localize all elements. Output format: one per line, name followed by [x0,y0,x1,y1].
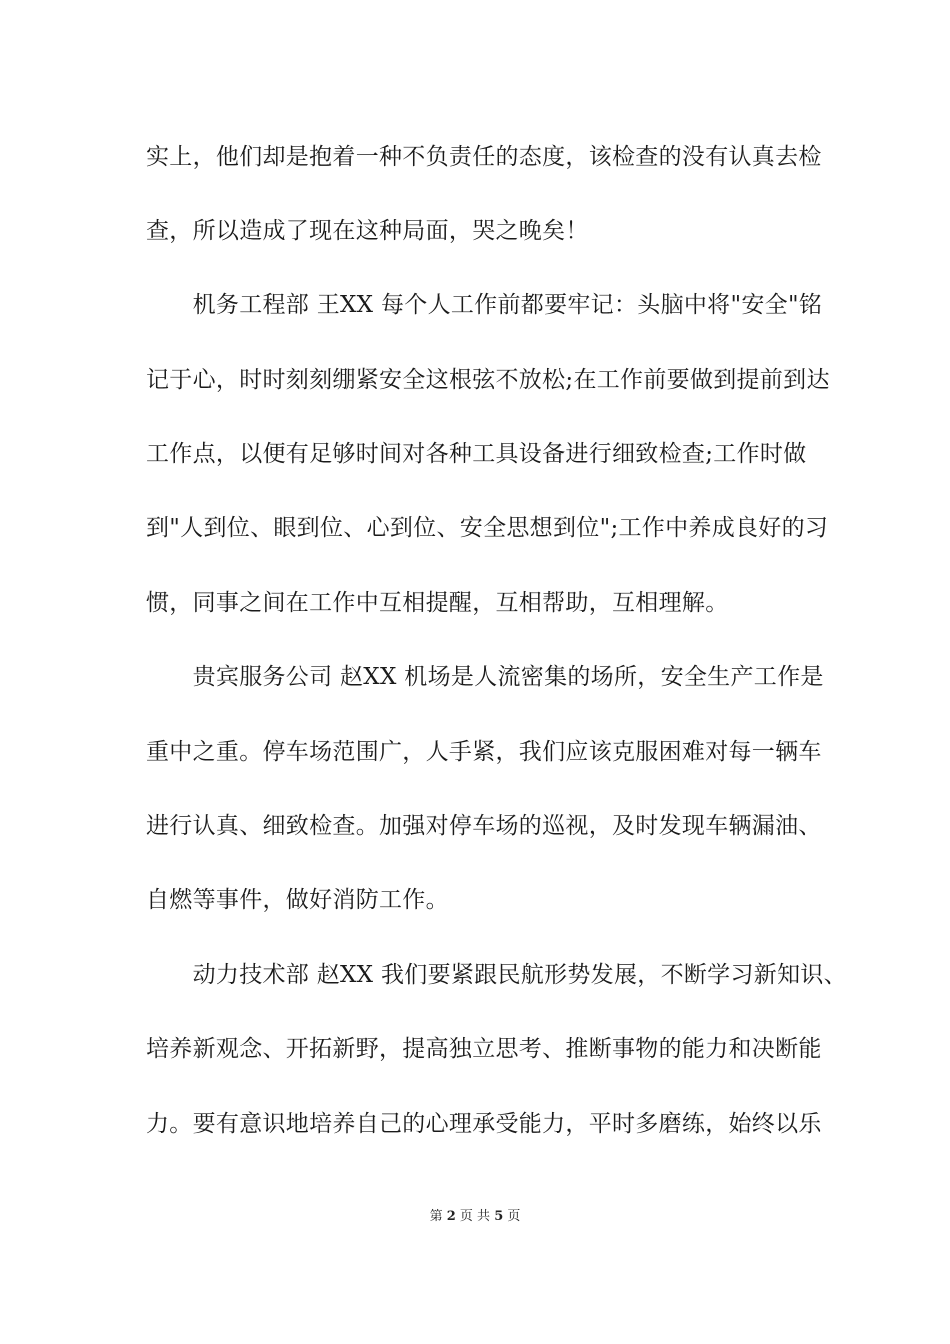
text-line: 重中之重。停车场范围广，人手紧，我们应该克服困难对每一辆车 [146,739,822,765]
text-line: 培养新观念、开拓新野，提高独立思考、推断事物的能力和决断能 [146,1036,822,1062]
text-line: 查，所以造成了现在这种局面，哭之晚矣！ [146,218,589,244]
text-line: 工作点，以便有足够时间对各种工具设备进行细致检查;工作时做 [146,441,807,467]
footer-prefix: 第 [429,1209,443,1224]
text-line: 进行认真、细致检查。加强对停车场的巡视，及时发现车辆漏油、 [146,813,822,839]
text-line: 自燃等事件，做好消防工作。 [146,887,449,913]
total-pages-number: 5 [494,1209,504,1224]
page-footer [0,1208,950,1226]
text-line: 动力技术部 赵XX 我们要紧跟民航形势发展，不断学习新知识、 [146,962,847,988]
text-line: 贵宾服务公司 赵XX 机场是人流密集的场所，安全生产工作是 [146,664,824,690]
text-line: 惯，同事之间在工作中互相提醒，互相帮助，互相理解。 [146,590,729,616]
footer-middle: 页 共 [459,1209,491,1224]
current-page-number: 2 [446,1209,456,1224]
text-line: 力。要有意识地培养自己的心理承受能力，平时多磨练，始终以乐 [146,1111,822,1137]
footer-suffix: 页 [507,1209,521,1224]
text-line: 到"人到位、眼到位、心到位、安全思想到位";工作中养成良好的习 [146,515,829,541]
text-line: 记于心，时时刻刻绷紧安全这根弦不放松;在工作前要做到提前到达 [146,367,830,393]
text-line: 实上，他们却是抱着一种不负责任的态度，该检查的没有认真去检 [146,144,822,170]
text-line: 机务工程部 王XX 每个人工作前都要牢记：头脑中将"安全"铭 [146,292,823,318]
